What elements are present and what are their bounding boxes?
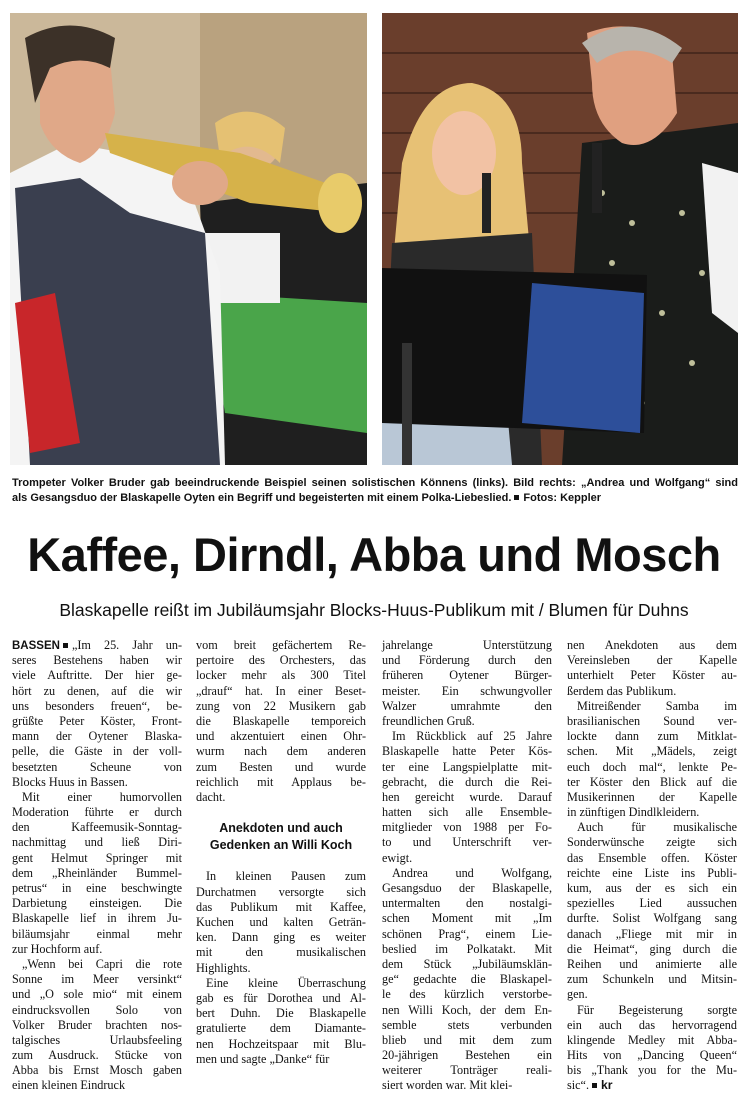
text-line: ken. Dann ging es weiter	[196, 930, 366, 945]
text-line: to und Unterschrift ver-	[382, 835, 552, 850]
text-line: mann der Oytener Blaska-	[12, 729, 182, 744]
text-line: vom breit gefächertem Re-	[196, 638, 366, 652]
text-line: lockte dann zum Mitklat-	[567, 729, 737, 744]
text-line: den Kaffeemusik-Sonntag-	[12, 820, 182, 835]
photo-trumpeter	[10, 13, 367, 465]
text-line: viele Auftritte. Der hier ge-	[12, 668, 182, 683]
text-line: Eine kleine Überraschung	[206, 975, 366, 990]
text-line: ßerdem das Publikum.	[567, 683, 677, 698]
text-line: sic“. kr	[567, 1078, 613, 1093]
spacer	[196, 805, 366, 820]
text-line: Musikerinnen der Kapelle	[567, 789, 737, 804]
square-bullet-icon	[514, 495, 519, 500]
text-line: men und sagte „Danke“ für	[196, 1051, 330, 1066]
text-line: bert Duhn. Die Blaskapelle	[196, 1006, 366, 1021]
text-line: pertoire des Orchesters, das	[196, 653, 366, 668]
text-line: Im Rückblick auf 25 Jahre	[392, 729, 552, 744]
text-line: mit den musikalischen	[196, 945, 366, 960]
text-line: bis „Thank you for the Mu-	[567, 1063, 737, 1078]
text-line: kum, aus der es sich ein	[567, 881, 737, 895]
text-line: weiterer Tonträger reali-	[382, 1063, 552, 1078]
text-line: ge“ gedachte die Blaskapel-	[382, 972, 552, 987]
text-line: nachmittag und ließ Diri-	[12, 835, 182, 850]
caption-line-2-text: als Gesangsduo der Blaskapelle Oyten ein Begriff und begeisterten mit einem Polka-Liebeslied.	[12, 492, 512, 504]
text-line: semble stets verbunden	[382, 1017, 552, 1032]
text-line: Blaskapelle hatte Peter Kös-	[382, 744, 552, 759]
text-line: gen.	[567, 987, 588, 1002]
text-line: dacht.	[196, 789, 226, 804]
text-line: gratulierte dem Diamante-	[196, 1021, 366, 1036]
text-line: pelle, die Gäste in der voll-	[12, 744, 182, 759]
caption-line-2	[12, 491, 738, 506]
text-line: zur Hochform auf.	[12, 941, 103, 956]
singers-photo-art	[382, 13, 738, 465]
spacer	[196, 854, 366, 869]
text-line: und „O sole mio“ mit einem	[12, 987, 182, 1002]
text-line: besetzten Scheune von	[12, 759, 182, 774]
text-line: euch doch mal“, lenkte Pe-	[567, 759, 737, 774]
text-line: dem „Rheinländer Bummel-	[12, 865, 182, 880]
caption-line-1: Trompeter Volker Bruder gab beeindruckende Beispiel seinen solistischen Könnens (links). Bild rechts: „Andrea und Wolfgang“ sind	[12, 477, 738, 489]
text-line: Walzer umrahmte den	[382, 698, 552, 713]
article-column-2	[196, 638, 366, 1067]
text-line: reichlich mit Applaus be-	[196, 774, 366, 789]
article-column-1	[12, 638, 182, 1094]
text-line: reichte eine Liste ins Publi-	[567, 865, 737, 880]
headline: Kaffee, Dirndl, Abba und Mosch	[27, 528, 721, 581]
text-line: Highlights.	[196, 960, 251, 975]
text-line: schen Moment mit „Im	[382, 911, 552, 926]
text-line: brasilianischen Sound ver-	[567, 713, 737, 728]
text-line: petrus“ in eine beschwingte	[12, 881, 182, 895]
text-line: Reihen und animierte alle	[567, 956, 737, 971]
text-line: talgisches Urlaubsfeeling	[12, 1032, 182, 1047]
text-line: Darbietung einsteigen. Die	[12, 896, 182, 911]
text-line: Gesangsduo der Blaskapelle,	[382, 881, 552, 895]
text-line: spezielles Lied aussuchen	[567, 896, 737, 911]
author-initials: kr	[601, 1078, 613, 1093]
text-line: „Wenn bei Capri die rote	[22, 956, 182, 971]
text-line: untermalten den nostalgi-	[382, 896, 552, 911]
text-line: 20-jährigen Bestehen ein	[382, 1048, 552, 1063]
text-line: die Blaskapelle temporeich	[196, 713, 366, 728]
text-line: mitglieder von 1988 per Fo-	[382, 820, 552, 835]
text-line: hatten sich alle Ensemble-	[382, 805, 552, 820]
article-column-3	[382, 638, 552, 1094]
text-line: zum Ausdruck. Stücke von	[12, 1048, 182, 1063]
text-line: grüßte Peter Köster, Front-	[12, 713, 182, 728]
text-line: nen Willi Koch, der dem En-	[382, 1002, 552, 1017]
photo-credit: Fotos: Keppler	[523, 492, 602, 504]
text-line: schen. Mit „Mädels, zeigt	[567, 744, 737, 759]
text-line: Blaskapelle lief in ihrem Ju-	[12, 911, 182, 926]
text-line: klingende Medley mit Abba-	[567, 1032, 737, 1047]
text-line: Kuchen und kalten Geträn-	[196, 915, 366, 929]
text-line: nen Hochzeitspaar mit Blu-	[196, 1036, 366, 1051]
text-line: unterhielt Peter Köster au-	[567, 668, 737, 683]
text-line: gent Helmut Springer mit	[12, 850, 182, 865]
text-line: in zünftigen Dindlkleidern.	[567, 805, 700, 820]
photo-singers	[382, 13, 738, 465]
text-line: meister. Ein schwungvoller	[382, 683, 552, 698]
text-line: eindrucksvollen Solo von	[12, 1002, 182, 1017]
text-line: ein auch das hervorragend	[567, 1017, 737, 1032]
text-line: Vereinsleben der Kapelle	[567, 653, 737, 668]
text-line: die Heimat“, ging durch die	[567, 941, 737, 956]
text-line: dem Stück „Jubiläumsklän-	[382, 956, 552, 971]
text-line: le des kürzlich verstorbe-	[382, 987, 552, 1002]
text-line: „drauf“ hat. In einer Beset-	[196, 683, 366, 698]
text-line: das Ensemble offen. Köster	[567, 850, 737, 865]
text-line: freundlichen Gruß.	[382, 713, 475, 728]
text-line: In kleinen Pausen zum	[206, 869, 366, 884]
subheadline: Blaskapelle reißt im Jubiläumsjahr Blocks-Huus-Publikum mit / Blumen für Duhns	[59, 600, 689, 620]
text-line: Mitreißender Samba im	[577, 698, 737, 713]
text-line: blieb und mit dem zum	[382, 1032, 552, 1047]
text-line: hen gereicht wurde. Darauf	[382, 789, 552, 804]
text-line: ter Köster den Blick auf die	[567, 774, 737, 789]
text-line: ter eine Langspielplatte mit-	[382, 759, 552, 774]
text-line: Für Begeisterung sorgte	[577, 1002, 737, 1017]
text-line: Moderation führte er durch	[12, 805, 182, 820]
text-line: ewigt.	[382, 850, 413, 865]
text-line: nen Anekdoten aus dem	[567, 638, 737, 652]
text-line: zung von 22 Musikern gab	[196, 698, 366, 713]
section-subheading: Gedenken an Willi Koch	[209, 838, 353, 853]
text-line: wurm nach dem anderen	[196, 744, 366, 759]
text-line: biläumsjahr einmal mehr	[12, 926, 182, 941]
text-line: danach „Fliege mit mir in	[567, 926, 737, 941]
trumpeter-photo-art	[10, 13, 367, 465]
text-line: und akzentuiert einen Ohr-	[196, 729, 366, 744]
section-subheading: Anekdoten und auch	[219, 821, 343, 836]
text-line: Sonderwünsche zeigte sich	[567, 835, 737, 850]
square-bullet-icon	[63, 643, 68, 648]
text-line: seres Bestehens haben wir	[12, 653, 182, 668]
text-line: früheren Oytener Bürger-	[382, 668, 552, 683]
text-line: Blocks Huus in Bassen.	[12, 774, 128, 789]
text-line: locker mehr als 300 Titel	[196, 668, 366, 683]
text-line: Mit einer humorvollen	[22, 789, 182, 804]
text-line: hört zu denen, auf die wir	[12, 683, 182, 698]
text-line: zum Schunkeln und Mitsin-	[567, 972, 737, 987]
text-line: schönen Prag“, einem Lie-	[382, 926, 552, 941]
text-line: und Förderung durch den	[382, 653, 552, 668]
text-line: das Publikum mit Kaffee,	[196, 899, 366, 914]
text-line: zum Besten und wurde	[196, 759, 366, 774]
text-line: einen kleinen Eindruck	[12, 1078, 126, 1093]
text-line: Auch für musikalische	[577, 820, 737, 835]
text-line: Hits von „Dancing Queen“	[567, 1048, 737, 1063]
text-line: Andrea und Wolfgang,	[392, 865, 552, 880]
text-line: durfte. Solist Wolfgang sang	[567, 911, 737, 926]
text-line: beslied im Polkatakt. Mit	[382, 941, 552, 956]
text-line: Volker Bruder brachten nos-	[12, 1017, 182, 1032]
text-line: gab es für Dorothea und Al-	[196, 990, 366, 1005]
text-line: uns besonders freuen“, be-	[12, 698, 182, 713]
article-column-4	[567, 638, 737, 1094]
text-line: Durchatmen versorgte sich	[196, 884, 366, 899]
dateline: BASSEN	[12, 640, 60, 652]
text-line: Sonne im Meer versinkt“	[12, 972, 182, 987]
text-line: BASSEN „Im 25. Jahr un-	[12, 638, 182, 652]
photo-caption	[12, 476, 738, 506]
text-line: jahrelange Unterstützung	[382, 638, 552, 652]
text-line: gebracht, die durch die Rei-	[382, 774, 552, 789]
text-line: siert worden war. Mit klei-	[382, 1078, 513, 1093]
text-line: Abba bis Ernst Mosch gaben	[12, 1063, 182, 1078]
